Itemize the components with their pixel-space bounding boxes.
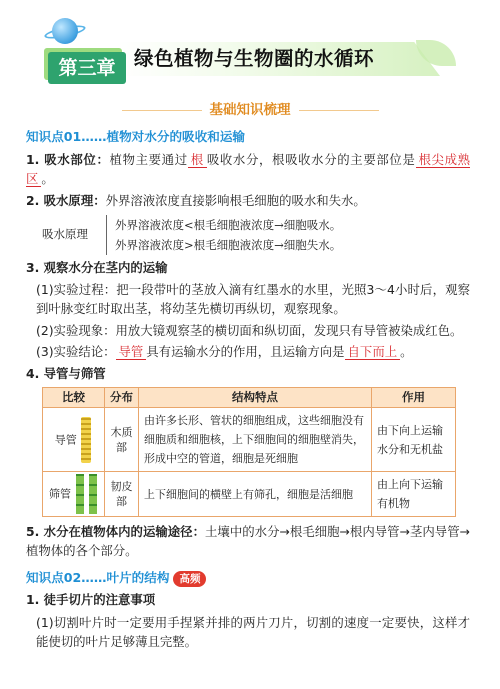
item-text: (3)实验结论： — [36, 344, 116, 360]
planet-icon — [52, 18, 78, 44]
table-header: 结构特点 — [139, 388, 372, 408]
chapter-header — [0, 0, 500, 100]
item-label: 5. 水分在植物体内的运输途径： — [26, 524, 206, 540]
table-cell: 由许多长形、管状的细胞组成，这些细胞没有细胞质和细胞核，上下细胞间的细胞壁消失，形成中空的管道，细胞是死细胞 — [139, 408, 372, 472]
section-title — [0, 100, 500, 120]
brace-lines — [106, 215, 341, 255]
table-cell: 上下细胞间的横壁上有筛孔，细胞是活细胞 — [139, 472, 372, 517]
kp1-heading: 知识点01……植物对水分的吸收和运输 — [26, 129, 246, 144]
item-label: 3. 观察水分在茎内的运输 — [26, 259, 168, 275]
kp1-item-2 — [26, 192, 470, 211]
slicing-note: (1)切割叶片时一定要用手捏紧并排的两片刀片，切割的速度一定要快，这样才能使切的叶片足够薄且完整。 — [36, 615, 470, 649]
item-text: 植物主要通过 — [109, 151, 188, 167]
table-header-row — [43, 388, 456, 408]
table-cell: 木质部 — [105, 408, 139, 472]
table-cell: 韧皮部 — [105, 472, 139, 517]
item-text: 。 — [41, 170, 54, 186]
table-header: 比较 — [43, 388, 105, 408]
chapter-title: 绿色植物与生物圈的水循环 — [134, 47, 375, 70]
answer-blank: 自下而上 — [345, 344, 401, 360]
table-row — [43, 408, 456, 472]
sieve-illustration — [76, 474, 84, 514]
item-text: 具有运输水分的作用，且运输方向是 — [146, 344, 345, 360]
table-cell: 由上向下运输有机物 — [372, 472, 456, 517]
kp1-item-1 — [26, 151, 470, 188]
experiment-process: (1)实验过程：把一段带叶的茎放入滴有红墨水的水里，光照3～4小时后，观察到叶脉变红时取出茎，将幼茎先横切再纵切，观察现象。 — [36, 282, 470, 316]
kp1-item-3 — [26, 259, 470, 278]
table-cell: 由下向上运输水分和无机盐 — [372, 408, 456, 472]
item-label: 1. 吸水部位： — [26, 151, 110, 167]
section-title-text: 基础知识梳理 — [209, 102, 291, 118]
item-label: 2. 吸水原理： — [26, 193, 106, 209]
chapter-badge: 第三章 — [48, 52, 126, 84]
kp1-item-5 — [26, 523, 470, 560]
experiment-conclusion — [36, 343, 470, 362]
item-text: 。 — [400, 344, 413, 360]
absorption-principle-brace — [42, 215, 470, 255]
answer-blank: 根 — [188, 152, 207, 168]
kp1-item-4 — [26, 365, 470, 384]
table-header: 作用 — [372, 388, 456, 408]
answer-blank: 根尖成熟区 — [26, 151, 471, 186]
vessel-illustration — [81, 417, 91, 463]
high-frequency-badge: 高频 — [173, 571, 206, 587]
answer-blank: 导管 — [116, 344, 147, 360]
content — [26, 124, 470, 654]
kp2-heading-text: 知识点02……叶片的结构 — [26, 569, 170, 585]
table-row — [43, 472, 456, 517]
item-label: 4. 导管与筛管 — [26, 365, 106, 381]
sieve-cell — [43, 472, 105, 517]
brace-label: 吸水原理 — [42, 227, 88, 242]
vessel-sieve-table — [42, 387, 456, 517]
table-header: 分布 — [105, 388, 139, 408]
kp2-heading — [26, 569, 470, 588]
vessel-name: 导管 — [54, 433, 77, 447]
brace-line: 外界溶液浓度<根毛细胞液浓度→细胞吸水。 — [115, 217, 342, 232]
sieve-illustration — [89, 474, 97, 514]
item-label: 1. 徒手切片的注意事项 — [26, 592, 156, 608]
item-text: 外界溶液浓度直接影响根毛细胞的吸水和失水。 — [105, 193, 366, 209]
sieve-name: 筛管 — [49, 487, 71, 501]
item-text: 土壤中的水分→根毛细胞→根内导管→茎内导管→植物体的各个部分。 — [26, 524, 470, 558]
vessel-cell — [43, 408, 105, 472]
experiment-phenomenon: (2)实验现象：用放大镜观察茎的横切面和纵切面，发现只有导管被染成红色。 — [36, 322, 463, 338]
brace-line: 外界溶液浓度>根毛细胞液浓度→细胞失水。 — [115, 237, 342, 252]
kp2-item-1 — [26, 591, 470, 610]
item-text: 吸收水分，根吸收水分的主要部位是 — [206, 151, 416, 167]
